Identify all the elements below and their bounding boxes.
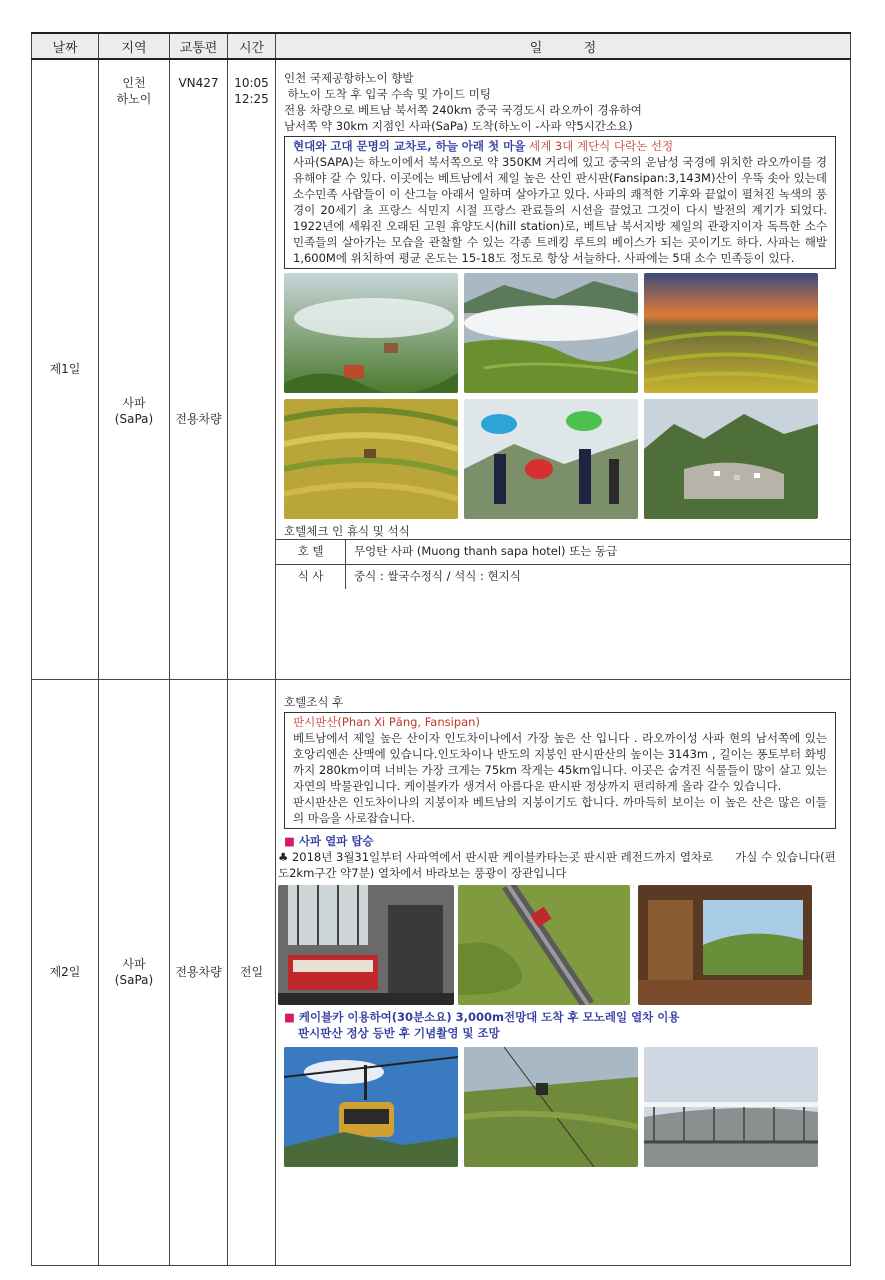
day1-transport-cell: [170, 59, 228, 679]
day1-line: 전용 차량으로 베트남 북서쪽 240km 중국 국경도시 라오까이 경유하여: [284, 103, 642, 117]
day2-intro: 호텔조식 후: [284, 694, 344, 709]
day1-flight: VN427: [178, 76, 219, 90]
day1-vehicle: 전용차량: [175, 412, 222, 426]
day2-vehicle: 전용차량: [170, 679, 228, 1265]
day1-checkin: 호텔체크 인 휴식 및 석식: [284, 524, 410, 538]
photo-train-interior: [638, 885, 812, 1005]
meal-value: 중식 : 쌀국수정식 / 석식 : 현지식: [354, 569, 521, 583]
day1-region-cell: [99, 59, 170, 679]
sapa-info-box: [284, 136, 836, 269]
day1-info-rows: [276, 539, 850, 589]
header-schedule: 일 정: [276, 33, 851, 59]
fansipan-box-title: 판시판산(Phan Xi Păng, Fansipan): [293, 714, 480, 729]
header-region: 지역: [99, 33, 170, 59]
photo-sapa-terrace-sunset: [644, 273, 818, 393]
photo-fansipan-summit: [644, 1047, 818, 1167]
train-photo-grid: [278, 885, 842, 1005]
itinerary-table: [31, 32, 851, 1266]
header-date: 날짜: [32, 33, 99, 59]
sapa-photo-grid: [284, 273, 842, 519]
train-title: ■ 사파 열파 탑승: [284, 833, 374, 848]
fansipan-info-box: [284, 712, 836, 829]
photo-cable-car-valley: [464, 1047, 638, 1167]
day2-label: 제2일: [32, 679, 99, 1265]
day1-schedule: [276, 59, 851, 679]
train-text: ♣ 2018년 3월31일부터 사파역에서 판시판 케이블카타는곳 판시판 레전드까지 열차로 가실 수 있습니다(편도2km구간 약7분) 열차에서 바라보는 풍광이 장관입니다: [278, 849, 836, 880]
day1-row: [32, 59, 851, 679]
photo-cable-car-close: [284, 1047, 458, 1167]
day1-line: 인천 국제공항하노이 향발: [284, 71, 414, 85]
day1-label: 제1일: [32, 59, 99, 679]
photo-sapa-misty-village: [284, 273, 458, 393]
cable-line1-text: 케이블카 이용하여(30분소요) 3,000m전망대 도착 후 모노레일 열차 이용: [298, 1009, 680, 1024]
header-time: 시간: [228, 33, 276, 59]
photo-sapa-umbrella-dancers: [464, 399, 638, 519]
day1-line: 남서쪽 약 30km 지점인 사파(SaPa) 도착(하노이 -사파 약5시간소요): [284, 119, 633, 133]
day1-line: 하노이 도착 후 입국 수속 및 가이드 미팅: [284, 87, 491, 101]
hotel-key: 호 텔: [276, 540, 346, 565]
day1-region2: 사파 (SaPa): [114, 396, 154, 426]
sapa-box-title: 현대와 고대 문명의 교차로, 하늘 아래 첫 마을: [293, 139, 526, 153]
cable-line1: ■ 케이블카 이용하여(30분소요) 3,000m전망대 도착 후 모노레일 열차 이용: [284, 1009, 680, 1024]
photo-sapa-town-valley: [644, 399, 818, 519]
day2-time: 전일: [228, 679, 276, 1265]
hotel-value: 무엉탄 사파 (Muong thanh sapa hotel) 또는 동급: [346, 540, 850, 565]
cable-line2: 판시판산 정상 등반 후 기념촬영 및 조망: [298, 1025, 500, 1040]
meal-key: 식 사: [276, 565, 346, 589]
photo-sapa-cloud-valley: [464, 273, 638, 393]
header-transport: 교통편: [170, 33, 228, 59]
day2-region: 사파 (SaPa): [99, 679, 170, 1265]
photo-sapa-station: [278, 885, 454, 1005]
fansipan-box-text: 베트남에서 제일 높은 산이자 인도차이나에서 가장 높은 산 입니다 . 라오까이성 사파 현의 남서쪽에 있는 호앙리엔손 산맥에 있습니다.인도차이나 반도의 지붕인 판시판산의 높이는 3143m , 길이는 퐁토부터 화빙까지 280km이며 너비는 가장 크게는 75km 작게는 45km입니다. 이곳은 숨겨진 식물들이 많이 살고 있는 자연의 박물관입니다. 케이블카가 생겨서 아름다운 판시판 정상까지 편리하게 올라 갈수 있습니다.: [293, 730, 827, 793]
day1-region1: 인천 하노이: [116, 76, 152, 106]
sapa-box-subtitle: 세계 3대 계단식 다락논 선정: [525, 139, 674, 153]
photo-sapa-rice-terraces: [284, 399, 458, 519]
fansipan-box-text: 판시판산은 인도차이나의 지붕이자 베트남의 지붕이기도 합니다. 까마득히 보이는 이 높은 산은 많은 이들의 마음을 사로잡습니다.: [293, 794, 827, 825]
day2-schedule: [276, 679, 851, 1265]
day2-row: [32, 679, 851, 1265]
cable-photo-grid: [284, 1047, 842, 1167]
day1-time: 10:05 12:25: [228, 59, 276, 679]
sapa-box-text: 사파(SAPA)는 하노이에서 북서쪽으로 약 350KM 거리에 있고 중국의 운남성 국경에 위치한 라오까이를 경유해야 갈 수 있다. 이곳에는 베트남에서 제일 높은 산인 판시판(Fansipan:3,143M)산이 우뚝 솟아 있는데 소수민족 사람들이 이 산그늘 아래서 일하며 살아가고 있다. 사파의 쾌적한 기후와 끝없이 펼쳐진 녹색의 풍경이 20세기 초 프랑스 식민지 시절 프랑스 관료들의 시선을 끌었고 그것이 다시 발전의 계기가 되었다. 1922년에 세워진 오래된 고원 휴양도시(hill station)로, 베트남 북서지방 제일의 관광지이자 독특한 소수민족들의 살아가는 모습을 관찰할 수 있는 각종 트레킹 루트의 베이스가 되는 곳이기도 하다. 사파는 해발 1,600M에 위치하여 평균 온도는 15-18도 정도로 항상 서늘하다. 사파에는 5대 소수 민족등이 있다.: [293, 155, 827, 265]
photo-train-track: [458, 885, 630, 1005]
header-row: [32, 33, 851, 59]
